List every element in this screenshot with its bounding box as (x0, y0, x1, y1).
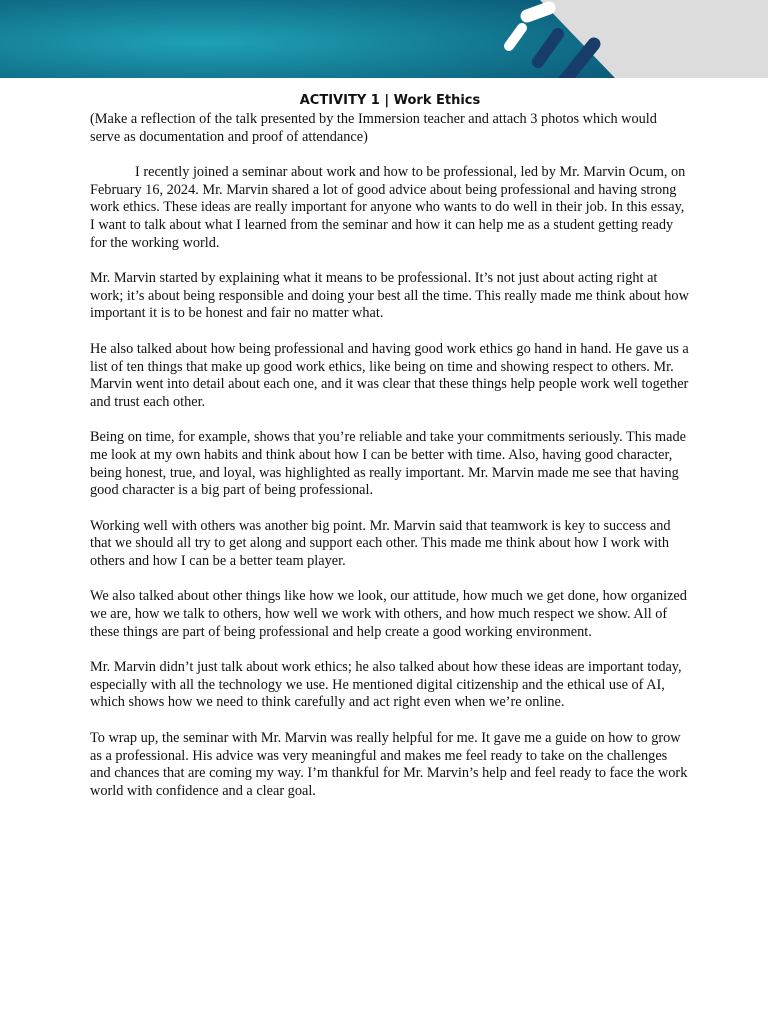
document-title: ACTIVITY 1 | Work Ethics (299, 93, 481, 108)
paragraph-technology: Mr. Marvin didn’t just talk about work ethics; he also talked about how these ideas are important today, especially with all the technology we use. He mentioned digital citizenship and the ethical use of AI, which shows how we need to think carefully and act right even when we’re online. (90, 659, 682, 711)
paragraph-other-topics: We also talked about other things like how we look, our attitude, how much we get done, how organized we are, how we talk to others, how well we work with others, and how much respect we show. All of these things are part of being professional and help create a good working environment. (90, 588, 687, 640)
header-banner (0, 0, 768, 78)
paragraph-introduction: I recently joined a seminar about work and how to be professional, led by Mr. Marvin Ocum, on February 16, 2024. Mr. Marvin shared a lot of good advice about being professional and having strong work ethics. These ideas are really important for anyone who wants to do well in their job. In this essay, I want to talk about what I learned from the seminar and how it can help me as a student getting ready for the working world. (90, 164, 686, 251)
banner-graphic (0, 0, 768, 78)
banner-slash-top (527, 8, 549, 16)
paragraph-teamwork: Working well with others was another big point. Mr. Marvin said that teamwork is key to success and that we should all try to get along and support each other. This made me think about how I work with others and how I can be a better team player. (90, 517, 671, 569)
paragraph-professionalism: Mr. Marvin started by explaining what it means to be professional. It’s not just about acting right at work; it’s about being responsible and doing your best all the time. This really made me think about how important it is to be honest and fair no matter what. (90, 270, 689, 322)
document-body (90, 91, 690, 800)
paragraph-conclusion: To wrap up, the seminar with Mr. Marvin was really helpful for me. It gave me a guide on how to grow as a professional. His advice was very meaningful and makes me feel ready to take on the challenges and chances that are coming my way. I’m thankful for Mr. Marvin’s help and feel ready to face the work world with confidence and a clear goal. (90, 730, 688, 799)
document-instructions: (Make a reflection of the talk presented by the Immersion teacher and attach 3 photos which would serve as documentation and proof of attendance) (90, 111, 657, 145)
paragraph-punctuality: Being on time, for example, shows that you’re reliable and take your commitments seriously. This made me look at my own habits and think about how I can be better with time. Also, having good character, being honest, true, and loyal, was highlighted as really important. Mr. Marvin made me see that having good character is a big part of being professional. (90, 429, 686, 499)
paragraph-work-ethics: He also talked about how being professional and having good work ethics go hand in hand. He gave us a list of ten things that make up good work ethics, like being on time and showing respect to others. Mr. Marvin went into detail about each one, and it was clear that these things help people work well together and trust each other. (90, 340, 689, 410)
